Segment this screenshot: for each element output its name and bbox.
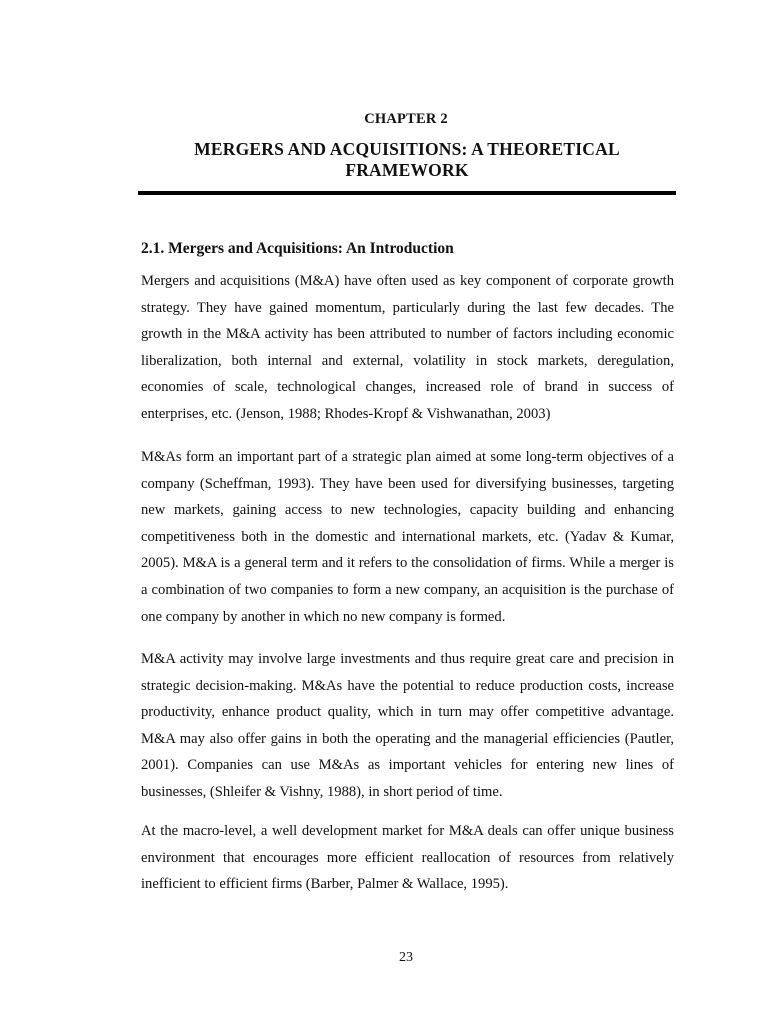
paragraph: At the macro-level, a well development market for M&A deals can offer unique business environment that encourages more efficient reallocation of resources from relatively inefficient to efficient firms (Barber, Palmer & Wallace, 1995). [141, 823, 674, 893]
paragraph: M&A activity may involve large investments and thus require great care and precision in strategic decision-making. M&As have the potential to reduce production costs, increase productivity, enhance product quality, which in turn may offer competitive advantage. M&A may also offer gains in both the operating and the managerial efficiencies (Pautler, 2001). Companies can use M&As as important vehicles for entering new lines of businesses, (Shleifer & Vishny, 1988), in short period of time. [141, 651, 674, 800]
chapter-label: CHAPTER 2 [364, 111, 448, 127]
paragraph: M&As form an important part of a strategic plan aimed at some long-term objectives of a company (Scheffman, 1993). They have been used for diversifying businesses, targeting new markets, gaining access to new technologies, capacity building and enhancing competitiveness both in the domestic and international markets, etc. (Yadav & Kumar, 2005). M&A is a general term and it refers to the consolidation of firms. While a merger is a combination of two companies to form a new company, an acquisition is the purchase of one company by another in which no new company is formed. [141, 449, 674, 625]
page-number: 23 [399, 950, 413, 965]
section-heading: 2.1. Mergers and Acquisitions: An Introduction [141, 240, 454, 257]
title-divider [138, 191, 676, 195]
chapter-title: MERGERS AND ACQUISITIONS: A THEORETICAL FRAMEWORK [194, 139, 620, 180]
paragraph: Mergers and acquisitions (M&A) have often used as key component of corporate growth strategy. They have gained momentum, particularly during the last few decades. The growth in the M&A activity has been attributed to number of factors including economic liberalization, both internal and external, volatility in stock markets, deregulation, economies of scale, technological changes, increased role of brand in success of enterprises, etc. (Jenson, 1988; Rhodes-Kropf & Vishwanathan, 2003) [141, 273, 674, 422]
